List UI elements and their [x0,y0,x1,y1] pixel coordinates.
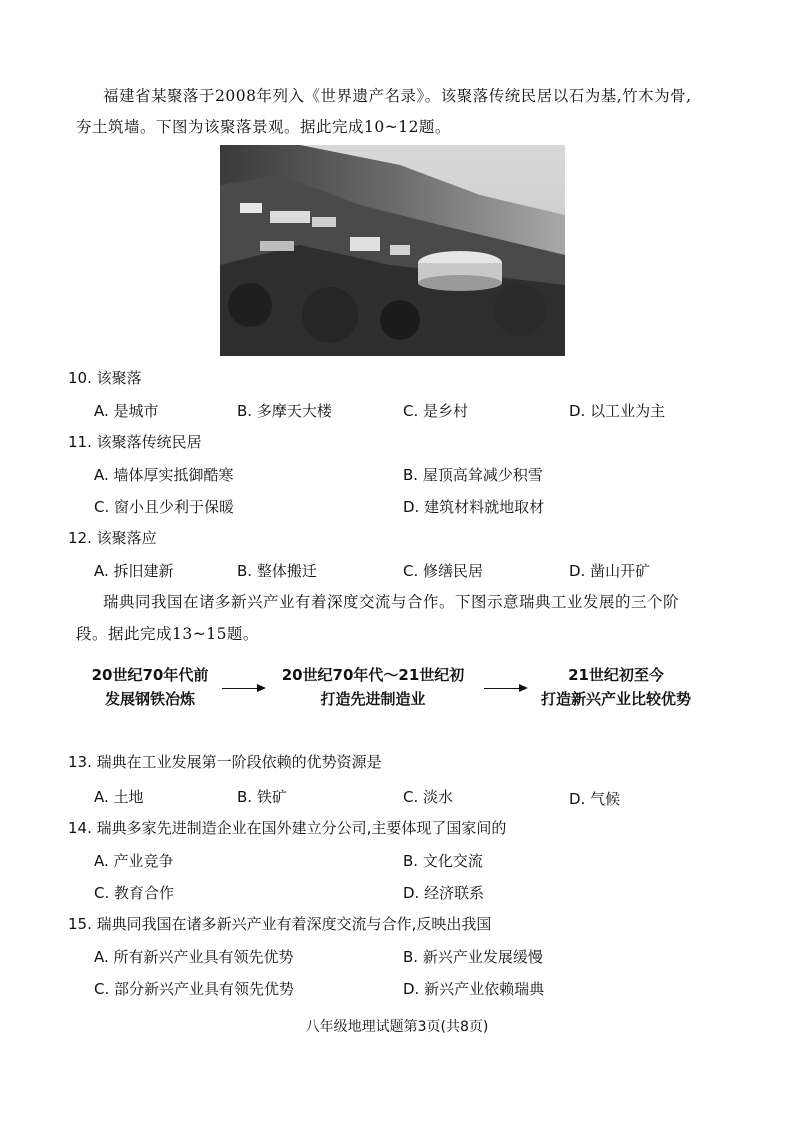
q11-option-a[interactable]: A. 墙体厚实抵御酷寒 [94,466,234,484]
q10-option-b[interactable]: B. 多摩天大楼 [237,402,332,420]
passage1-line1: 福建省某聚落于2008年列入《世界遗产名录》。该聚落传统民居以石为基,竹木为骨, [103,87,692,105]
q15-option-c[interactable]: C. 部分新兴产业具有领先优势 [94,980,295,998]
q15-option-d[interactable]: D. 新兴产业依赖瑞典 [403,980,545,998]
q10-option-c[interactable]: C. 是乡村 [403,402,469,420]
q13-option-b[interactable]: B. 铁矿 [237,788,287,806]
flow-stage-2-desc: 打造先进制造业 [320,690,426,708]
q11-option-c[interactable]: C. 窗小且少利于保暖 [94,498,235,516]
page-footer: 八年级地理试题第3页(共8页) [305,1019,489,1035]
q13-option-a[interactable]: A. 土地 [94,788,144,806]
flow-stage-3 [528,663,704,711]
question-15-stem: 15. 瑞典同我国在诸多新兴产业有着深度交流与合作,反映出我国 [68,915,492,933]
flow-arrow-1 [222,688,264,689]
flow-stage-1 [80,663,220,711]
flow-stage-3-desc: 打造新兴产业比较优势 [540,690,691,708]
flow-stage-2-period: 20世纪70年代～21世纪初 [281,666,465,684]
flow-arrow-2 [484,688,526,689]
q14-option-d[interactable]: D. 经济联系 [403,884,485,902]
q14-option-c[interactable]: C. 教育合作 [94,884,175,902]
flow-stage-1-desc: 发展钢铁冶炼 [104,690,195,708]
passage2-line1: 瑞典同我国在诸多新兴产业有着深度交流与合作。下图示意瑞典工业发展的三个阶 [103,593,680,611]
flow-stage-3-period: 21世纪初至今 [568,666,664,684]
q14-option-a[interactable]: A. 产业竞争 [94,852,174,870]
q10-option-d[interactable]: D. 以工业为主 [569,402,666,420]
question-13-stem: 13. 瑞典在工业发展第一阶段依赖的优势资源是 [68,753,382,771]
question-14-stem: 14. 瑞典多家先进制造企业在国外建立分公司,主要体现了国家间的 [68,819,507,837]
question-12-stem: 12. 该聚落应 [68,529,157,547]
flow-stage-2 [266,663,480,711]
flow-stage-1-period: 20世纪70年代前 [91,666,209,684]
q11-option-b[interactable]: B. 屋顶高耸减少积雪 [403,466,543,484]
q12-option-b[interactable]: B. 整体搬迁 [237,562,317,580]
q12-option-a[interactable]: A. 拆旧建新 [94,562,174,580]
q15-option-a[interactable]: A. 所有新兴产业具有领先优势 [94,948,294,966]
settlement-photo [220,145,565,356]
passage1-line2: 夯土筑墙。下图为该聚落景观。据此完成10~12题。 [76,118,451,136]
q14-option-b[interactable]: B. 文化交流 [403,852,483,870]
passage2-line2: 段。据此完成13~15题。 [76,625,259,643]
q10-option-a[interactable]: A. 是城市 [94,402,159,420]
settlement-landscape-image [220,145,565,356]
q13-option-d[interactable]: D. 气候 [569,790,621,808]
q11-option-d[interactable]: D. 建筑材料就地取材 [403,498,545,516]
q13-option-c[interactable]: C. 淡水 [403,788,454,806]
q12-option-d[interactable]: D. 凿山开矿 [569,562,651,580]
question-10-stem: 10. 该聚落 [68,369,142,387]
q15-option-b[interactable]: B. 新兴产业发展缓慢 [403,948,543,966]
q12-option-c[interactable]: C. 修缮民居 [403,562,484,580]
question-11-stem: 11. 该聚落传统民居 [68,433,202,451]
